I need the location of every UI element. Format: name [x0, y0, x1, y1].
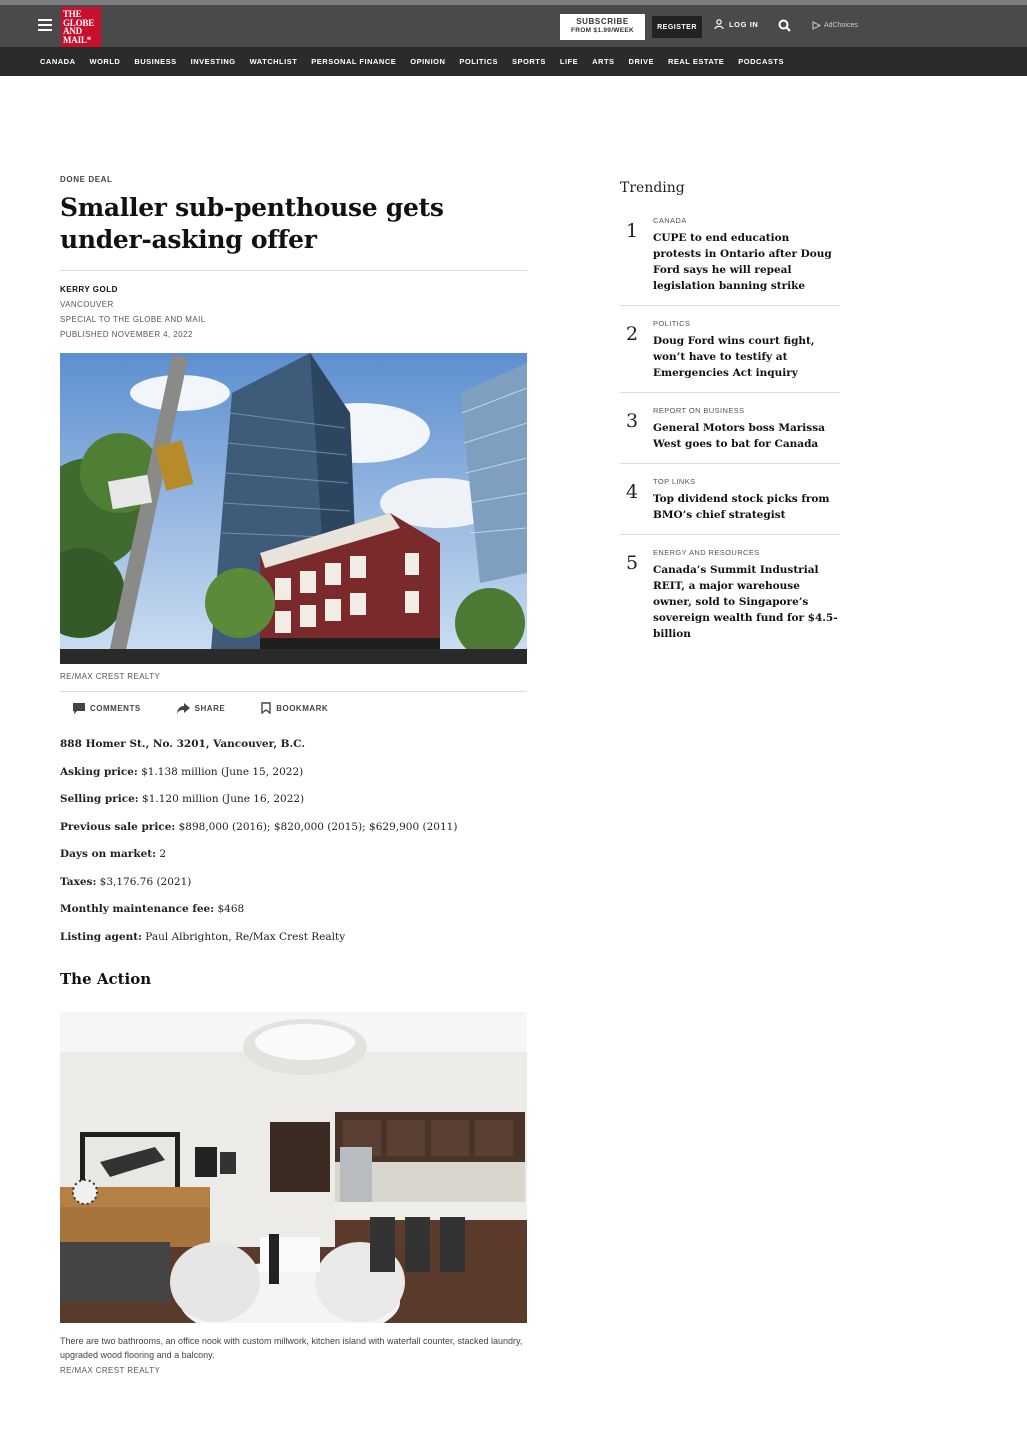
fact-row	[60, 903, 527, 915]
comment-icon	[73, 703, 85, 714]
fact-value: $3,176.76 (2021)	[96, 875, 192, 888]
fact-value: Paul Albrighton, Re/Max Crest Realty	[141, 930, 346, 943]
article-tools	[60, 691, 527, 724]
trending-section[interactable]: ENERGY AND RESOURCES	[653, 548, 760, 557]
menu-icon[interactable]	[38, 19, 52, 31]
trending-item[interactable]	[620, 464, 840, 535]
fact-row	[60, 766, 527, 778]
nav-item-arts[interactable]: ARTS	[592, 57, 615, 66]
nav-item-sports[interactable]: SPORTS	[512, 57, 546, 66]
share-label: SHARE	[194, 703, 226, 713]
article-headline: Smaller sub-penthouse gets under-asking offer	[60, 193, 444, 254]
fact-row	[60, 793, 527, 805]
trending-item-body	[653, 319, 840, 381]
trending-headline[interactable]: Top dividend stock picks from BMO’s chief strategist	[653, 493, 830, 521]
trending-sidebar	[620, 180, 840, 653]
nav-item-investing[interactable]: INVESTING	[190, 57, 236, 66]
published-date: PUBLISHED NOVEMBER 4, 2022	[60, 330, 193, 339]
trending-rank: 5	[626, 552, 639, 574]
photo-credit: RE/MAX CREST REALTY	[60, 672, 161, 681]
fact-row	[60, 848, 527, 860]
trending-section[interactable]: REPORT ON BUSINESS	[653, 406, 745, 415]
subscribe-price: FROM $1.99/WEEK	[570, 27, 634, 34]
subscribe-button[interactable]	[560, 14, 645, 40]
nav-item-business[interactable]: BUSINESS	[134, 57, 177, 66]
register-button[interactable]: REGISTER	[652, 16, 702, 38]
trending-item[interactable]	[620, 203, 840, 306]
nav-item-real-estate[interactable]: REAL ESTATE	[667, 57, 725, 66]
article	[60, 170, 527, 1375]
photo-caption: There are two bathrooms, an office nook with custom millwork, kitchen island with waterfall counter, stacked laundry, upgraded wood flooring and a balcony.	[60, 1335, 523, 1360]
nav-item-personal-finance[interactable]: PERSONAL FINANCE	[311, 57, 397, 66]
nav-item-opinion[interactable]: OPINION	[410, 57, 446, 66]
fact-value: $468	[214, 903, 245, 915]
building-photo[interactable]	[60, 353, 527, 664]
share-button[interactable]	[177, 703, 226, 714]
search-icon[interactable]	[778, 19, 791, 32]
login-label: LOG IN	[729, 19, 759, 29]
fact-label: Asking price:	[60, 765, 138, 778]
article-kicker[interactable]: DONE DEAL	[60, 175, 113, 184]
adchoices-label: AdChoices	[824, 22, 858, 29]
top-bar	[0, 0, 1027, 47]
trending-section[interactable]: CANADA	[653, 216, 687, 225]
photo2-credit: RE/MAX CREST REALTY	[60, 1365, 161, 1375]
trending-item-body	[653, 216, 840, 294]
fact-label: Taxes:	[60, 875, 97, 888]
fact-row	[60, 821, 527, 833]
fact-row	[60, 931, 527, 943]
trending-item[interactable]	[620, 535, 840, 653]
trending-headline[interactable]: Canada’s Summit Industrial REIT, a major warehouse owner, sold to Singapore’s sovereign wealth fund for $4.5-billion	[653, 564, 838, 640]
trending-headline[interactable]: CUPE to end education protests in Ontario after Doug Ford says he will repeal legislation banning strike	[653, 232, 832, 292]
interior-photo[interactable]	[60, 1012, 527, 1323]
nav-item-podcasts[interactable]: PODCASTS	[738, 57, 784, 66]
trending-headline[interactable]: General Motors boss Marissa West goes to bat for Canada	[653, 422, 825, 450]
fact-label: Listing agent:	[60, 930, 142, 943]
trending-headline[interactable]: Doug Ford wins court fight, won’t have to testify at Emergencies Act inquiry	[653, 335, 815, 379]
nav-item-politics[interactable]: POLITICS	[459, 57, 499, 66]
section-heading: The Action	[60, 969, 152, 988]
trending-rank: 4	[626, 481, 639, 503]
trending-rank: 3	[626, 410, 639, 432]
trending-section[interactable]: POLITICS	[653, 319, 691, 328]
bookmark-label: BOOKMARK	[276, 703, 329, 713]
bookmark-icon	[261, 702, 271, 714]
author-affiliation: SPECIAL TO THE GLOBE AND MAIL	[60, 315, 206, 324]
address-text: 888 Homer St., No. 3201, Vancouver, B.C.	[60, 738, 306, 750]
comments-label: COMMENTS	[90, 703, 141, 713]
trending-item[interactable]	[620, 306, 840, 393]
trending-item[interactable]	[620, 393, 840, 464]
trending-item-body	[653, 406, 840, 452]
nav-item-watchlist[interactable]: WATCHLIST	[249, 57, 298, 66]
share-icon	[177, 703, 190, 714]
fact-label: Monthly maintenance fee:	[60, 903, 215, 915]
listing-address	[60, 738, 527, 750]
author-name[interactable]: KERRY GOLD	[60, 285, 118, 294]
trending-item-body	[653, 548, 840, 642]
author-location: VANCOUVER	[60, 300, 114, 309]
trending-title: Trending	[620, 180, 685, 196]
fact-row	[60, 876, 527, 888]
adchoices-icon	[812, 21, 821, 30]
section-nav	[0, 47, 1027, 76]
subscribe-label: SUBSCRIBE	[576, 17, 629, 26]
login-button[interactable]	[714, 19, 758, 29]
fact-label: Previous sale price:	[60, 820, 176, 833]
fact-value: $1.138 million (June 15, 2022)	[137, 765, 304, 778]
user-icon	[714, 19, 724, 29]
nav-item-world[interactable]: WORLD	[89, 57, 121, 66]
comments-button[interactable]	[73, 703, 141, 714]
byline	[60, 270, 527, 339]
fact-label: Selling price:	[60, 793, 139, 805]
fact-value: $898,000 (2016); $820,000 (2015); $629,900 (2011)	[175, 820, 458, 833]
trending-section[interactable]: TOP LINKS	[653, 477, 696, 486]
nav-item-canada[interactable]: CANADA	[40, 57, 76, 66]
adchoices-link[interactable]	[812, 21, 858, 30]
bookmark-button[interactable]	[261, 702, 328, 714]
listing-facts	[60, 738, 527, 943]
trending-rank: 2	[626, 323, 639, 345]
nav-item-drive[interactable]: DRIVE	[628, 57, 654, 66]
globe-and-mail-logo[interactable]: THE GLOBE AND MAIL*	[61, 7, 101, 47]
fact-value: $1.120 million (June 16, 2022)	[138, 793, 305, 805]
fact-value: 2	[156, 848, 167, 860]
nav-item-life[interactable]: LIFE	[559, 57, 579, 66]
fact-label: Days on market:	[60, 848, 156, 860]
trending-rank: 1	[626, 220, 639, 242]
trending-item-body	[653, 477, 840, 523]
